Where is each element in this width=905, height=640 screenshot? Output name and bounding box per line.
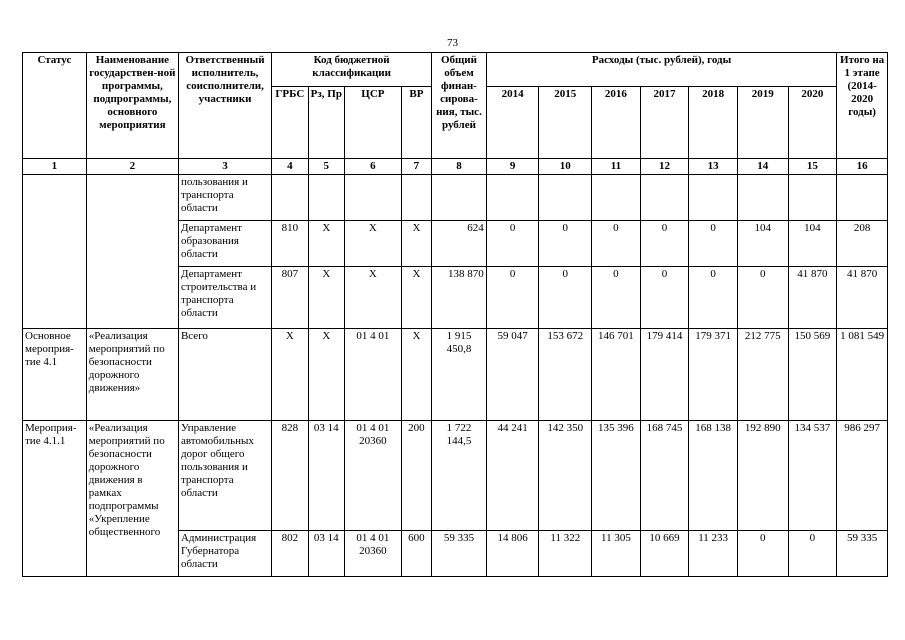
- grbs-cell: 828: [272, 421, 308, 531]
- year-cell: 0: [539, 221, 592, 267]
- csr-cell: 01 4 01 20360: [345, 531, 402, 577]
- total-cell: 624: [432, 221, 487, 267]
- column-number: 7: [401, 159, 431, 175]
- total-cell: [432, 175, 487, 221]
- year-cell: 11 305: [592, 531, 641, 577]
- year-cell: 0: [640, 267, 689, 329]
- total-cell: 138 870: [432, 267, 487, 329]
- column-number: 11: [592, 159, 641, 175]
- year-cell: [486, 175, 539, 221]
- column-number: 6: [345, 159, 402, 175]
- year-cell: 0: [689, 267, 738, 329]
- header-csr: ЦСР: [345, 87, 402, 159]
- column-number: 2: [86, 159, 178, 175]
- year-cell: 0: [539, 267, 592, 329]
- year-cell: [592, 175, 641, 221]
- table-row: [23, 421, 888, 531]
- responsible-cell: пользования и транспорта области: [178, 175, 271, 221]
- year-cell: 14 806: [486, 531, 539, 577]
- grbs-cell: Х: [272, 329, 308, 421]
- grbs-cell: 810: [272, 221, 308, 267]
- year-cell: 212 775: [737, 329, 788, 421]
- year-cell: 10 669: [640, 531, 689, 577]
- stage-total-cell: 59 335: [837, 531, 888, 577]
- status-cell: Мероприя-тие 4.1.1: [23, 421, 87, 577]
- column-number: 12: [640, 159, 689, 175]
- header-rz-pr: Рз, Пр: [308, 87, 344, 159]
- header-stage-total: Итого на 1 этапе (2014-2020 годы): [837, 53, 888, 159]
- rz-pr-cell: 03 14: [308, 421, 344, 531]
- header-year: 2020: [788, 87, 837, 159]
- header-year: 2017: [640, 87, 689, 159]
- year-cell: 0: [640, 221, 689, 267]
- year-cell: 104: [737, 221, 788, 267]
- year-cell: 0: [592, 267, 641, 329]
- year-cell: 150 569: [788, 329, 837, 421]
- column-number: 14: [737, 159, 788, 175]
- year-cell: 0: [689, 221, 738, 267]
- responsible-cell: Департамент строительства и транспорта области: [178, 267, 271, 329]
- stage-total-cell: 208: [837, 221, 888, 267]
- year-cell: [689, 175, 738, 221]
- vr-cell: 200: [401, 421, 431, 531]
- total-cell: 1 722 144,5: [432, 421, 487, 531]
- year-cell: 168 745: [640, 421, 689, 531]
- table-row: [23, 175, 888, 221]
- column-number: 16: [837, 159, 888, 175]
- page-number: 73: [447, 37, 458, 49]
- vr-cell: Х: [401, 221, 431, 267]
- vr-cell: [401, 175, 431, 221]
- csr-cell: [345, 175, 402, 221]
- year-cell: 59 047: [486, 329, 539, 421]
- year-cell: [737, 175, 788, 221]
- year-cell: 11 233: [689, 531, 738, 577]
- year-cell: 0: [737, 531, 788, 577]
- column-number: 13: [689, 159, 738, 175]
- year-cell: [640, 175, 689, 221]
- year-cell: 44 241: [486, 421, 539, 531]
- header-program-name: Наименование государствен-ной программы, подпрограммы, основного мероприятия: [86, 53, 178, 159]
- total-cell: 59 335: [432, 531, 487, 577]
- header-responsible: Ответственный исполнитель, соисполнители, участники: [178, 53, 271, 159]
- vr-cell: 600: [401, 531, 431, 577]
- year-cell: 142 350: [539, 421, 592, 531]
- rz-pr-cell: Х: [308, 267, 344, 329]
- vr-cell: Х: [401, 267, 431, 329]
- stage-total-cell: 41 870: [837, 267, 888, 329]
- grbs-cell: 807: [272, 267, 308, 329]
- grbs-cell: [272, 175, 308, 221]
- table-row: [23, 329, 888, 421]
- stage-total-cell: [837, 175, 888, 221]
- year-cell: 0: [486, 267, 539, 329]
- year-cell: 0: [788, 531, 837, 577]
- year-cell: 41 870: [788, 267, 837, 329]
- program-name-cell: [86, 175, 178, 329]
- year-cell: 0: [592, 221, 641, 267]
- header-row-1: [23, 53, 888, 87]
- header-year: 2016: [592, 87, 641, 159]
- header-expenses: Расходы (тыс. рублей), годы: [486, 53, 836, 87]
- year-cell: 168 138: [689, 421, 738, 531]
- csr-cell: 01 4 01: [345, 329, 402, 421]
- header-budget-code: Код бюджетной классификации: [272, 53, 432, 87]
- responsible-cell: Администрация Губернатора области: [178, 531, 271, 577]
- year-cell: 0: [737, 267, 788, 329]
- column-number: 3: [178, 159, 271, 175]
- header-grbs: ГРБС: [272, 87, 308, 159]
- year-cell: 104: [788, 221, 837, 267]
- year-cell: 179 414: [640, 329, 689, 421]
- vr-cell: Х: [401, 329, 431, 421]
- year-cell: 192 890: [737, 421, 788, 531]
- column-number: 4: [272, 159, 308, 175]
- grbs-cell: 802: [272, 531, 308, 577]
- header-year: 2014: [486, 87, 539, 159]
- program-name-cell: «Реализация мероприятий по безопасности дорожного движения»: [86, 329, 178, 421]
- year-cell: 11 322: [539, 531, 592, 577]
- program-name-cell: «Реализация мероприятий по безопасности дорожного движения в рамках подпрограммы «Укрепление общественного: [86, 421, 178, 577]
- stage-total-cell: 1 081 549: [837, 329, 888, 421]
- status-cell: [23, 175, 87, 329]
- header-year: 2019: [737, 87, 788, 159]
- column-number: 8: [432, 159, 487, 175]
- year-cell: 146 701: [592, 329, 641, 421]
- rz-pr-cell: 03 14: [308, 531, 344, 577]
- csr-cell: Х: [345, 221, 402, 267]
- header-year: 2015: [539, 87, 592, 159]
- year-cell: [788, 175, 837, 221]
- header-vr: ВР: [401, 87, 431, 159]
- year-cell: [539, 175, 592, 221]
- column-number: 1: [23, 159, 87, 175]
- responsible-cell: Всего: [178, 329, 271, 421]
- year-cell: 0: [486, 221, 539, 267]
- csr-cell: 01 4 01 20360: [345, 421, 402, 531]
- budget-table: [22, 52, 888, 577]
- header-year: 2018: [689, 87, 738, 159]
- year-cell: 134 537: [788, 421, 837, 531]
- column-number: 9: [486, 159, 539, 175]
- total-cell: 1 915 450,8: [432, 329, 487, 421]
- column-number: 10: [539, 159, 592, 175]
- year-cell: 135 396: [592, 421, 641, 531]
- header-status: Статус: [23, 53, 87, 159]
- rz-pr-cell: Х: [308, 221, 344, 267]
- header-total-volume: Общий объем финан-сирова-ния, тыс. рублей: [432, 53, 487, 159]
- responsible-cell: Управление автомобильных дорог общего пользования и транспорта области: [178, 421, 271, 531]
- column-number-row: [23, 159, 888, 175]
- year-cell: 153 672: [539, 329, 592, 421]
- rz-pr-cell: [308, 175, 344, 221]
- stage-total-cell: 986 297: [837, 421, 888, 531]
- status-cell: Основное мероприя-тие 4.1: [23, 329, 87, 421]
- responsible-cell: Департамент образования области: [178, 221, 271, 267]
- year-cell: 179 371: [689, 329, 738, 421]
- column-number: 5: [308, 159, 344, 175]
- rz-pr-cell: Х: [308, 329, 344, 421]
- csr-cell: Х: [345, 267, 402, 329]
- column-number: 15: [788, 159, 837, 175]
